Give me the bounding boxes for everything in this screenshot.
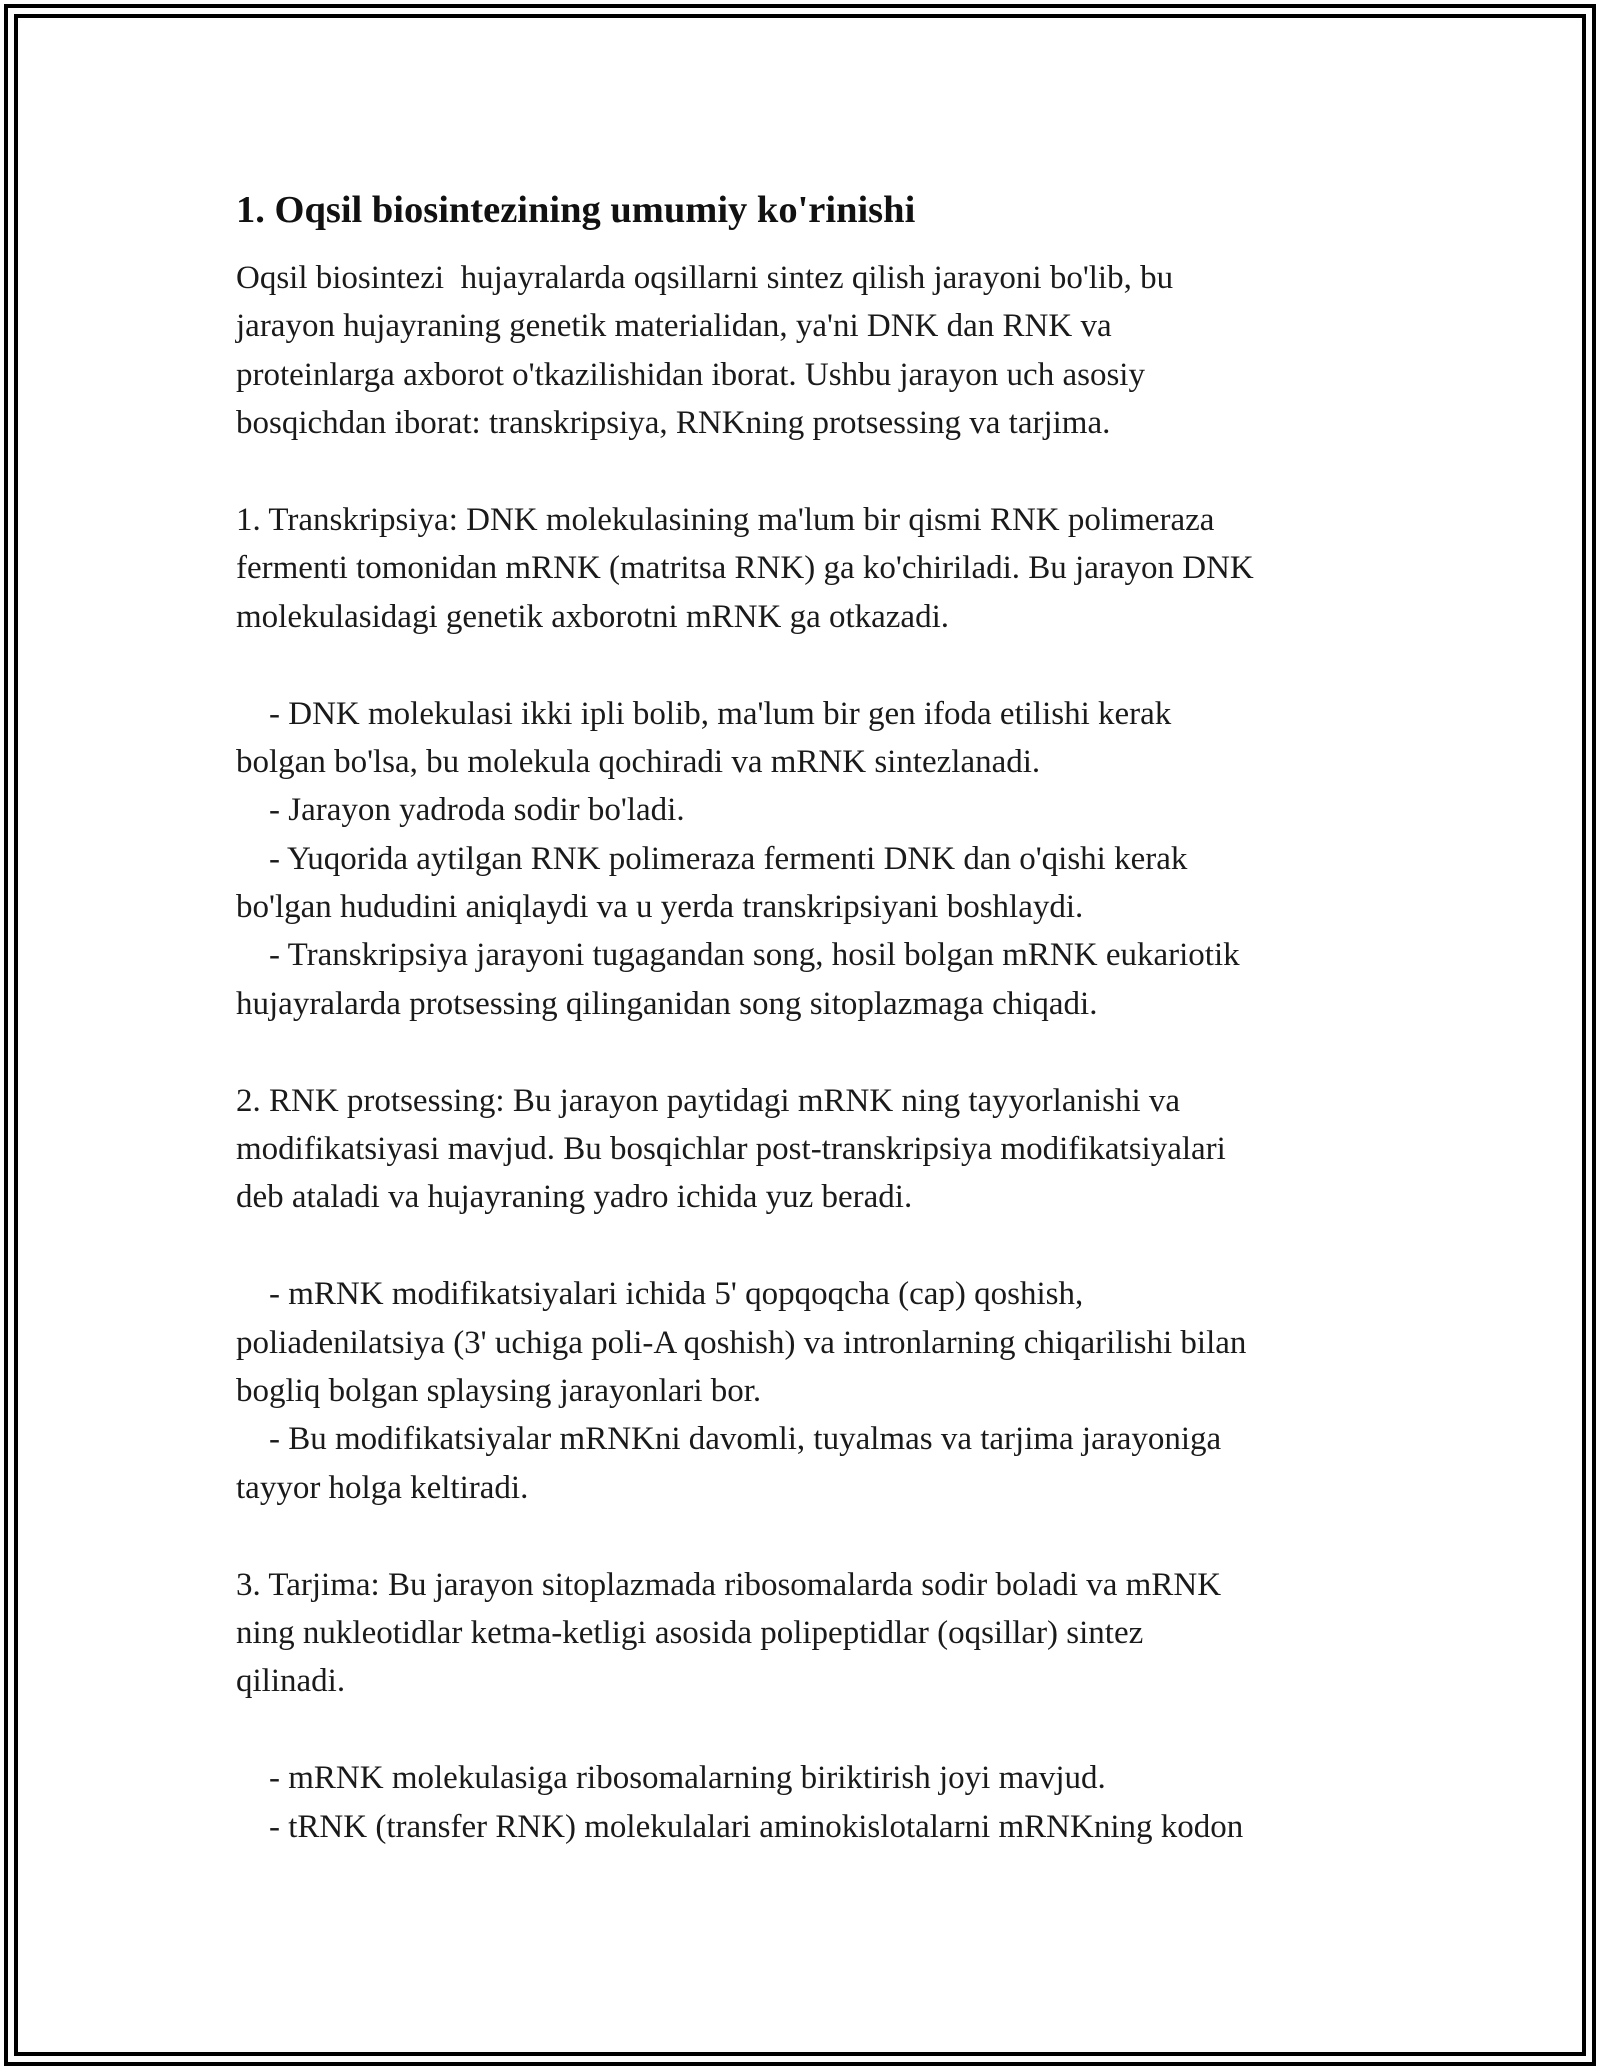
text-line: 1. Transkripsiya: DNK molekulasining ma'lum bir qismi RNK polimeraza	[236, 501, 1215, 538]
bullet-line: - Jarayon yadroda sodir bo'ladi.	[236, 792, 685, 829]
text-line: bogliq bolgan splaysing jarayonlari bor.	[236, 1372, 762, 1409]
section-tarjima	[236, 1561, 1386, 1706]
text-line: Oqsil biosintezi hujayralarda oqsillarni sintez qilish jarayoni bo'lib, bu	[236, 260, 1174, 296]
text-line: hujayralarda protsessing qilinganidan song sitoplazmaga chiqadi.	[236, 985, 1098, 1022]
text-line: proteinlarga axborot o'tkazilishidan iborat. Ushbu jarayon uch asosiy	[236, 356, 1145, 393]
bullet-line: - Transkripsiya jarayoni tugagandan song, hosil bolgan mRNK eukariotik	[236, 937, 1240, 974]
section-transkripsiya-bullets	[236, 690, 1386, 1029]
bullet-line: - mRNK modifikatsiyalari ichida 5' qopqoqcha (cap) qoshish,	[236, 1276, 1084, 1313]
bullet-line: - DNK molekulasi ikki ipli bolib, ma'lum bir gen ifoda etilishi kerak	[236, 695, 1172, 732]
text-line: bosqichdan iborat: transkripsiya, RNKning protsessing va tarjima.	[236, 405, 1111, 442]
text-line: 3. Tarjima: Bu jarayon sitoplazmada ribosomalarda sodir boladi va mRNK	[236, 1566, 1222, 1603]
paragraph-gap	[236, 1706, 1386, 1754]
text-line: deb ataladi va hujayraning yadro ichida yuz beradi.	[236, 1179, 913, 1216]
text-line: ning nukleotidlar ketma-ketligi asosida polipeptidlar (oqsillar) sintez	[236, 1614, 1144, 1651]
text-line: jarayon hujayraning genetik materialidan, ya'ni DNK dan RNK va	[236, 308, 1112, 345]
section-rnk-protsessing	[236, 1077, 1386, 1222]
section-transkripsiya	[236, 496, 1386, 641]
bullet-line: - tRNK (transfer RNK) molekulalari aminokislotalarni mRNKning kodon	[236, 1808, 1244, 1845]
bullet-line: - Yuqorida aytilgan RNK polimeraza fermenti DNK dan o'qishi kerak	[236, 840, 1188, 877]
document-title: 1. Oqsil biosintezining umumiy ko'rinishi	[236, 189, 916, 231]
bullet-line: - Bu modifikatsiyalar mRNKni davomli, tuyalmas va tarjima jarayoniga	[236, 1421, 1222, 1458]
text-line: bolgan bo'lsa, bu molekula qochiradi va mRNK sintezlanadi.	[236, 743, 1041, 780]
paragraph-gap	[236, 1222, 1386, 1270]
bullet-line: - mRNK molekulasiga ribosomalarning biriktirish joyi mavjud.	[236, 1760, 1106, 1797]
text-line: 2. RNK protsessing: Bu jarayon paytidagi mRNK ning tayyorlanishi va	[236, 1082, 1181, 1119]
text-line: tayyor holga keltiradi.	[236, 1469, 529, 1506]
text-line: qilinadi.	[236, 1663, 346, 1700]
section-rnk-protsessing-bullets	[236, 1270, 1386, 1512]
text-line: fermenti tomonidan mRNK (matritsa RNK) ga ko'chiriladi. Bu jarayon DNK	[236, 550, 1254, 587]
section-tarjima-bullets	[236, 1754, 1386, 1851]
text-line: molekulasidagi genetik axborotni mRNK ga otkazadi.	[236, 598, 949, 635]
paragraph-gap	[236, 1028, 1386, 1076]
paragraph-gap	[236, 641, 1386, 689]
text-line: modifikatsiyasi mavjud. Bu bosqichlar post-transkripsiya modifikatsiyalari	[236, 1131, 1226, 1168]
document-page	[236, 186, 1386, 1851]
text-line: poliadenilatsiya (3' uchiga poli-A qoshish) va intronlarning chiqarilishi bilan	[236, 1324, 1247, 1361]
paragraph-gap	[236, 448, 1386, 496]
paragraph-gap	[236, 1512, 1386, 1560]
intro-paragraph	[236, 254, 1386, 448]
text-line: bo'lgan hududini aniqlaydi va u yerda transkripsiyani boshlaydi.	[236, 889, 1084, 926]
